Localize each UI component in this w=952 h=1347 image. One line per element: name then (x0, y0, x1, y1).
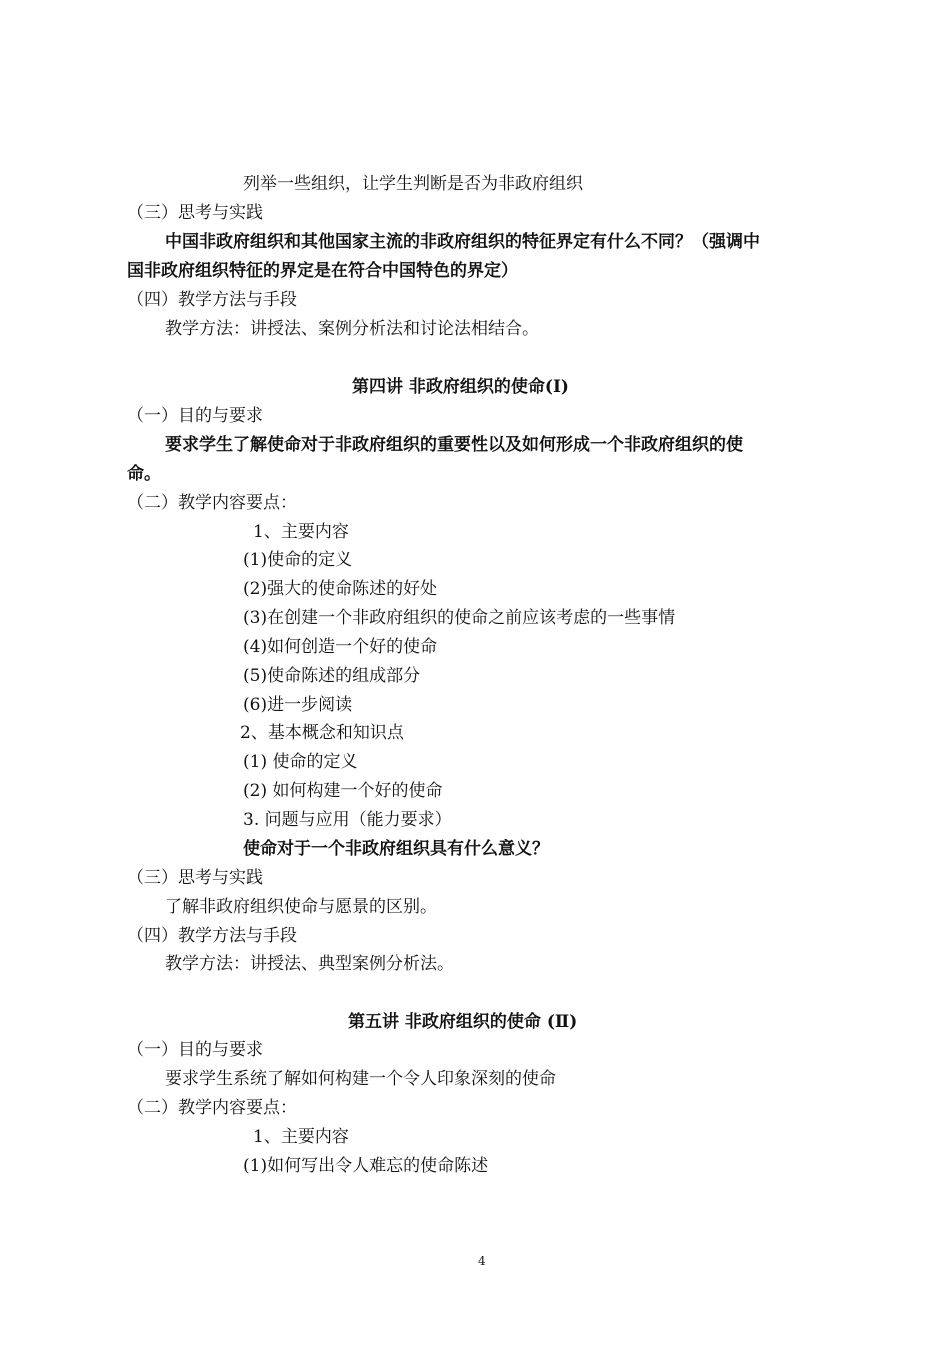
list-item: (1)使命的定义 (243, 550, 353, 570)
text-line: 教学方法：讲授法、典型案例分析法。 (165, 954, 454, 974)
bold-requirement: 要求学生了解使命对于非政府组织的重要性以及如何形成一个非政府组织的使 (165, 435, 743, 455)
bold-question: 中国非政府组织和其他国家主流的非政府组织的特征界定有什么不同？（强调中 (165, 232, 760, 252)
list-item: 3. 问题与应用（能力要求） (243, 810, 452, 830)
section-heading: （三）思考与实践 (127, 868, 263, 888)
list-item: (3)在创建一个非政府组织的使命之前应该考虑的一些事情 (243, 608, 676, 628)
text-line: 教学方法：讲授法、案例分析法和讨论法相结合。 (165, 319, 539, 339)
section-heading: （二）教学内容要点： (127, 493, 297, 513)
text-line: 要求学生系统了解如何构建一个令人印象深刻的使命 (165, 1069, 556, 1089)
bold-question: 国非政府组织特征的界定是在符合中国特色的界定） (127, 261, 518, 281)
list-item: (5)使命陈述的组成部分 (243, 666, 421, 686)
section-heading: （四）教学方法与手段 (127, 290, 297, 310)
text-line: 列举一些组织，让学生判断是否为非政府组织 (243, 174, 583, 194)
list-item: (1) 使命的定义 (243, 752, 358, 772)
list-item: (1)如何写出令人难忘的使命陈述 (243, 1156, 489, 1176)
bold-question: 使命对于一个非政府组织具有什么意义？ (243, 839, 549, 859)
lecture-title: 第五讲 非政府组织的使命 (Ⅱ) (348, 1012, 578, 1032)
list-item: 2、基本概念和知识点 (240, 723, 404, 743)
bold-requirement: 命。 (127, 464, 161, 484)
list-item: 1、主要内容 (253, 1127, 349, 1147)
list-item: 1、主要内容 (253, 522, 349, 542)
lecture-title: 第四讲 非政府组织的使命(Ⅰ) (352, 377, 569, 397)
section-heading: （二）教学内容要点： (127, 1098, 297, 1118)
list-item: (2) 如何构建一个好的使命 (243, 781, 443, 801)
text-line: 了解非政府组织使命与愿景的区别。 (165, 897, 437, 917)
list-item: (6)进一步阅读 (243, 695, 353, 715)
page-number: 4 (478, 1254, 486, 1268)
section-heading: （一）目的与要求 (127, 406, 263, 426)
section-heading: （四）教学方法与手段 (127, 926, 297, 946)
section-heading: （三）思考与实践 (127, 203, 263, 223)
section-heading: （一）目的与要求 (127, 1040, 263, 1060)
list-item: (4)如何创造一个好的使命 (243, 637, 438, 657)
list-item: (2)强大的使命陈述的好处 (243, 579, 438, 599)
